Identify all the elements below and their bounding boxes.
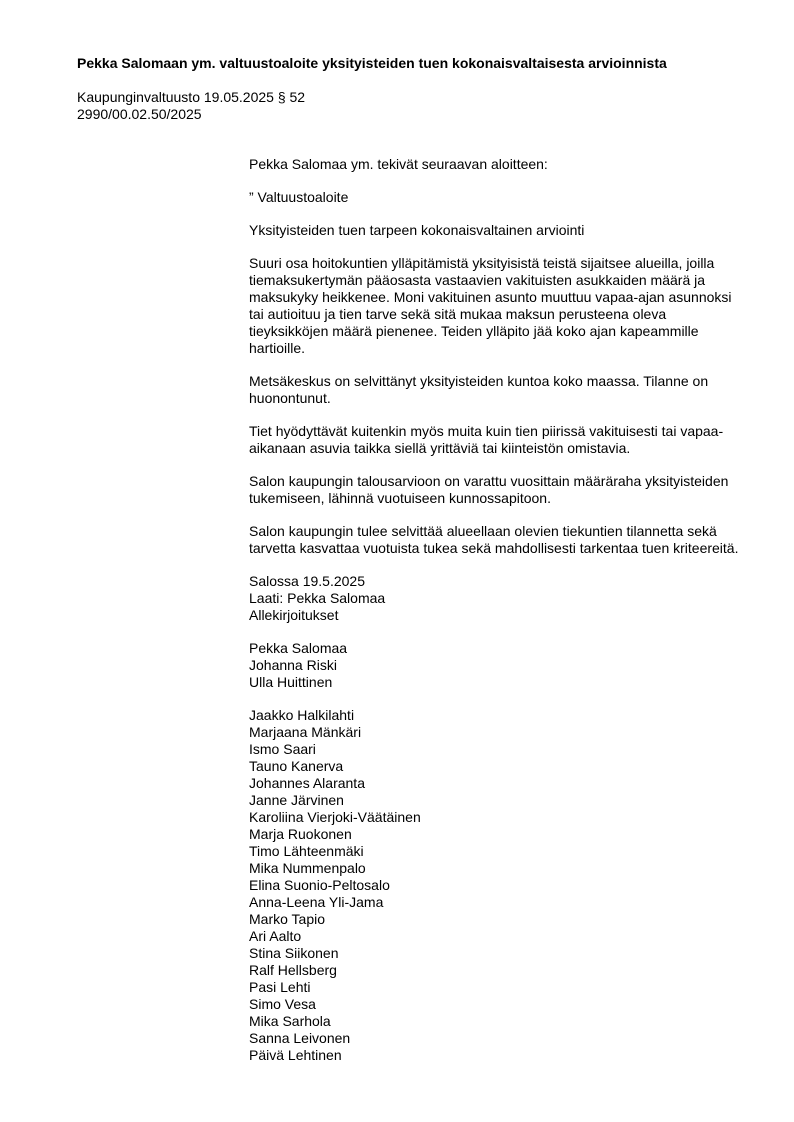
body-paragraph: Tiet hyödyttävät kuitenkin myös muita kuin tien piirissä vakituisesti tai vapaa-aikanaan asuvia taikka siellä yrittäviä tai kiinteistön omistavia. xyxy=(249,423,724,456)
signer-name: Ralf Hellsberg xyxy=(249,962,337,978)
body-paragraph: Salon kaupungin talousarvioon on varattu vuosittain määräraha yksityisteiden tukemiseen, lähinnä vuotuiseen kunnossapitoon. xyxy=(249,473,729,506)
signer-name: Mika Sarhola xyxy=(249,1013,331,1029)
signer-name: Tauno Kanerva xyxy=(249,758,344,774)
signer-name: Marko Tapio xyxy=(249,911,326,927)
signer-name: Stina Siikonen xyxy=(249,945,339,961)
signer-name: Elina Suonio-Peltosalo xyxy=(249,877,390,893)
signer-name: Ulla Huittinen xyxy=(249,674,333,690)
signer-name: Johannes Alaranta xyxy=(249,775,365,791)
signer-name: Sanna Leivonen xyxy=(249,1030,351,1046)
motion-heading: Yksityisteiden tuen tarpeen kokonaisvaltainen arviointi xyxy=(249,222,585,238)
place-date: Salossa 19.5.2025 xyxy=(249,573,365,589)
signature-block xyxy=(249,573,749,624)
signer-name: Pasi Lehti xyxy=(249,979,311,995)
signer-name: Marjaana Mänkäri xyxy=(249,724,362,740)
intro-text: Pekka Salomaa ym. tekivät seuraavan aloitteen: xyxy=(249,156,548,172)
quote-start: ” Valtuustoaloite xyxy=(249,189,349,205)
record-id: 2990/00.02.50/2025 xyxy=(77,106,202,122)
signatures-label: Allekirjoitukset xyxy=(249,607,339,623)
signer-name: Mika Nummenpalo xyxy=(249,860,366,876)
signer-name: Pekka Salomaa xyxy=(249,640,348,656)
document-body xyxy=(249,156,749,1080)
signer-name: Marja Ruokonen xyxy=(249,826,352,842)
signers-list-secondary xyxy=(249,707,749,1064)
author-line: Laati: Pekka Salomaa xyxy=(249,590,386,606)
signer-name: Karoliina Vierjoki-Väätäinen xyxy=(249,809,421,825)
signer-name: Ismo Saari xyxy=(249,741,316,757)
signer-name: Janne Järvinen xyxy=(249,792,344,808)
document-meta xyxy=(77,89,305,123)
signer-name: Timo Lähteenmäki xyxy=(249,843,364,859)
body-paragraph: Suuri osa hoitokuntien ylläpitämistä yksityisistä teistä sijaitsee alueilla, joilla tiemaksukertymän pääosasta vastaavien vakituisten asukkaiden määrä ja maksukyky heikkenee. Moni vakituinen asunto muuttuu vapaa-ajan asunnoksi tai autioituu ja tien tarve sekä sitä mukaa maksun perusteena oleva tieyksikköjen määrä pienenee. Teiden ylläpito jää koko ajan kapeammille hartioille. xyxy=(249,255,732,356)
signers-list-primary xyxy=(249,640,749,691)
signer-name: Anna-Leena Yli-Jama xyxy=(249,894,384,910)
document-title: Pekka Salomaan ym. valtuustoaloite yksityisteiden tuen kokonaisvaltaisesta arvioinnista xyxy=(77,55,667,71)
signer-name: Johanna Riski xyxy=(249,657,337,673)
body-paragraph: Metsäkeskus on selvittänyt yksityisteiden kuntoa koko maassa. Tilanne on huonontunut. xyxy=(249,373,709,406)
signer-name: Simo Vesa xyxy=(249,996,316,1012)
signer-name: Ari Aalto xyxy=(249,928,302,944)
body-paragraph: Salon kaupungin tulee selvittää alueellaan olevien tiekuntien tilannetta sekä tarvetta kasvattaa vuotuista tukea sekä mahdollisesti tarkentaa tuen kriteereitä. xyxy=(249,523,739,556)
meeting-reference: Kaupunginvaltuusto 19.05.2025 § 52 xyxy=(77,89,306,105)
signer-name: Päivä Lehtinen xyxy=(249,1047,342,1063)
signer-name: Jaakko Halkilahti xyxy=(249,707,355,723)
